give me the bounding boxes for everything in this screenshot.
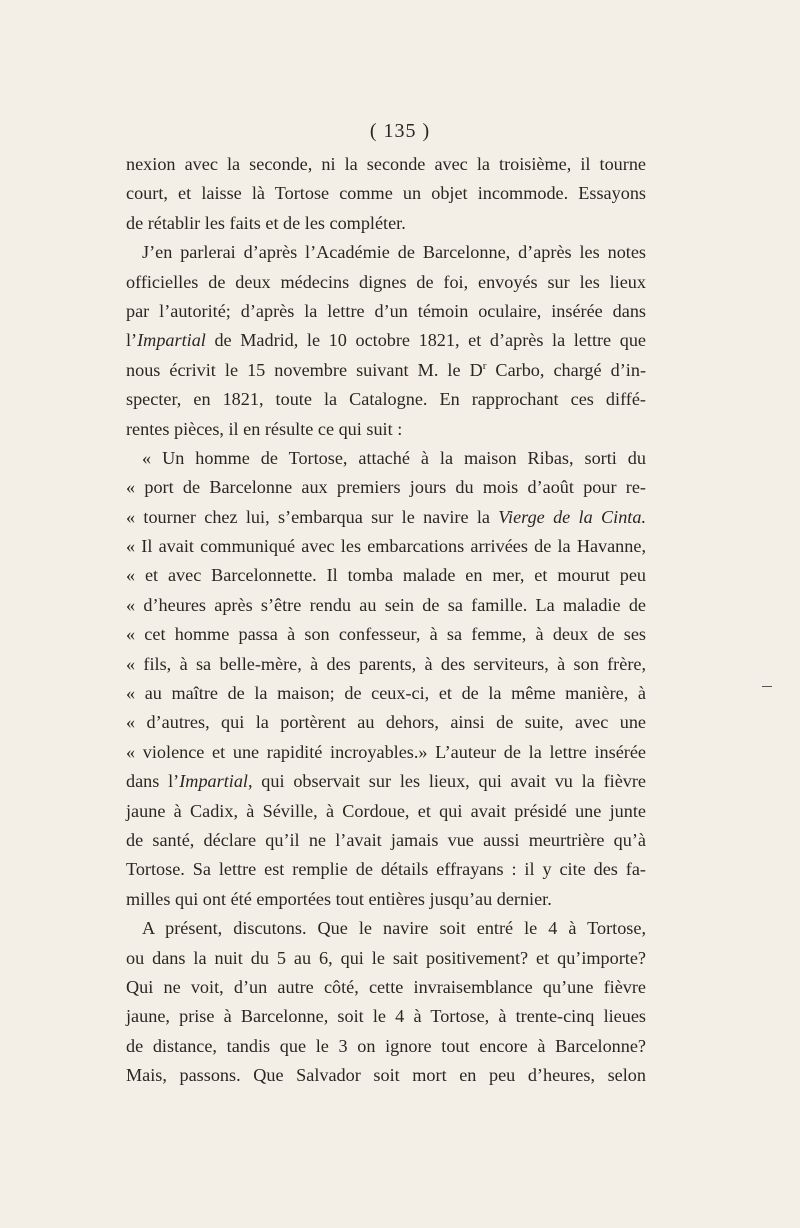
quote-line: « et avec Barcelonnette. Il tomba malade en mer, et mourut peu — [126, 565, 646, 586]
text-line: de santé, déclare qu’il ne l’avait jamais vue aussi meurtrière qu’à — [126, 829, 646, 850]
text-fragment: de Madrid, le 10 octobre 1821, et d’après la lettre que — [205, 330, 646, 351]
text-line: Qui ne voit, d’un autre côté, cette invraisemblance qu’une fièvre — [126, 976, 646, 997]
quote-line: « Un homme de Tortose, attaché à la maison Ribas, sorti du — [142, 447, 646, 468]
text-fragment: l’ — [126, 330, 138, 351]
text-line: jaune, prise à Barcelonne, soit le 4 à Tortose, à trente-cinq lieues — [126, 1006, 646, 1027]
text-line: ou dans la nuit du 5 au 6, qui le sait positivement? et qu’importe? — [126, 947, 646, 968]
text-line: par l’autorité; d’après la lettre d’un témoin oculaire, insérée dans — [126, 300, 646, 321]
text-line: rentes pièces, il en résulte ce qui suit : — [126, 418, 403, 439]
quote-line: « cet homme passa à son confesseur, à sa femme, à deux de ses — [126, 624, 646, 645]
text-line: specter, en 1821, toute la Catalogne. En rapprochant ces diffé- — [126, 389, 646, 410]
body-text — [126, 150, 646, 1091]
text-line: Tortose. Sa lettre est remplie de détails effrayans : il y cite des fa- — [126, 859, 646, 880]
text-line: court, et laisse là Tortose comme un objet incommode. Essayons — [126, 183, 646, 204]
text-line: de rétablir les faits et de les compléter. — [126, 212, 406, 233]
text-line: nexion avec la seconde, ni la seconde avec la troisième, il tourne — [126, 154, 646, 174]
text-line — [126, 356, 646, 385]
quote-line: « au maître de la maison; de ceux-ci, et de la même manière, à — [126, 683, 646, 704]
newspaper-title: Impartial — [179, 771, 248, 792]
quote-line: « fils, à sa belle-mère, à des parents, à des serviteurs, à son frère, — [126, 653, 646, 674]
quote-line: « violence et une rapidité incroyables.» L’auteur de la lettre insérée — [126, 741, 646, 762]
quote-line: « Il avait communiqué avec les embarcations arrivées de la Havanne, — [126, 536, 646, 557]
quote-line: « d’heures après s’être rendu au sein de sa famille. La maladie de — [126, 594, 646, 615]
text-line: A présent, discutons. Que le navire soit entré le 4 à Tortose, — [142, 918, 646, 939]
margin-mark — [762, 686, 772, 687]
text-line: jaune à Cadix, à Séville, à Cordoue, et qui avait présidé une junte — [126, 800, 646, 821]
text-line — [126, 326, 646, 355]
text-line — [126, 767, 646, 796]
superscript: r — [482, 359, 487, 372]
text-line: de distance, tandis que le 3 on ignore tout encore à Barcelonne? — [126, 1035, 646, 1056]
text-fragment: « tourner chez lui, s’embarqua sur le navire la — [126, 506, 499, 527]
quote-line: « port de Barcelonne aux premiers jours du mois d’août pour re- — [126, 477, 646, 498]
quote-line: « d’autres, qui la portèrent au dehors, ainsi de suite, avec une — [126, 712, 646, 733]
quote-line — [126, 503, 646, 532]
text-line: officielles de deux médecins dignes de foi, envoyés sur les lieux — [126, 271, 646, 292]
text-line: J’en parlerai d’après l’Académie de Barcelonne, d’après les notes — [142, 242, 646, 263]
ship-name: Vierge de la Cinta. — [498, 506, 646, 527]
text-fragment: Carbo, chargé d’in- — [486, 359, 646, 380]
text-fragment: , qui observait sur les lieux, qui avait vu la fièvre — [247, 771, 646, 792]
text-fragment: dans l’ — [126, 771, 180, 792]
text-line: Mais, passons. Que Salvador soit mort en peu d’heures, selon — [126, 1065, 646, 1086]
text-line: milles qui ont été emportées tout entières jusqu’au dernier. — [126, 888, 552, 909]
text-fragment: nous écrivit le 15 novembre suivant M. le D — [126, 359, 483, 380]
newspaper-title: Impartial — [137, 330, 206, 351]
page-number: ( 135 ) — [369, 120, 431, 142]
